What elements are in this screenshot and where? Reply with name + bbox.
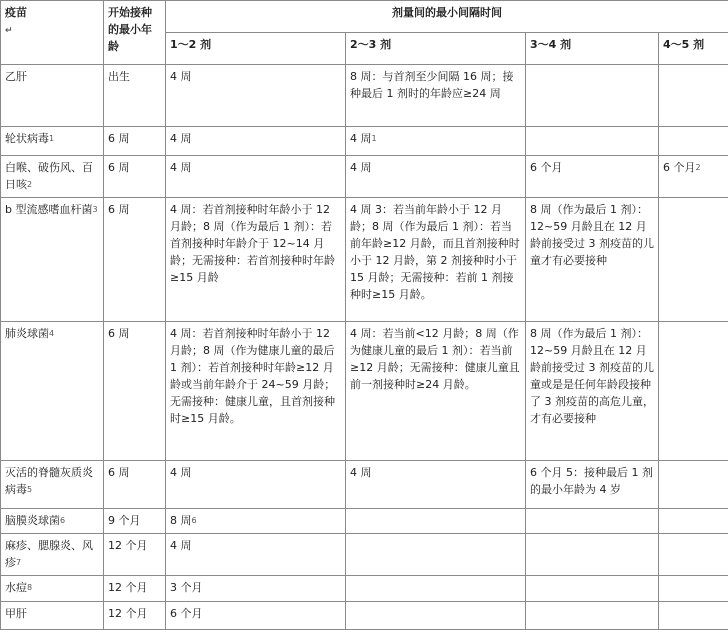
interval-4-5 bbox=[659, 461, 728, 509]
min-age bbox=[104, 198, 166, 322]
interval-1-2 bbox=[166, 65, 346, 127]
header-vaccine bbox=[1, 1, 104, 65]
table-row bbox=[1, 65, 728, 127]
interval-text: 4 周：若首剂接种时年龄小于 12 月龄；8 周（作为最后 1 剂）：若首剂接种时年龄介于 12~14 月龄；无需接种：若首剂接种时年龄≥15 月龄 bbox=[170, 203, 335, 284]
vaccine-name-text: 脑膜炎球菌 bbox=[5, 514, 60, 527]
footnote-mark: 4 bbox=[49, 329, 55, 338]
footnote-mark: 7 bbox=[16, 558, 22, 567]
vaccine-name bbox=[1, 534, 104, 576]
interval-text: 3 个月 bbox=[170, 581, 203, 594]
interval-1-2 bbox=[166, 198, 346, 322]
min-age-text: 12 个月 bbox=[108, 607, 148, 620]
interval-text: 8 周（作为最后 1 剂）：12~59 月龄且在 12 月龄前接受过 3 剂疫苗的儿童才有必要接种 bbox=[530, 203, 654, 267]
header-dose-1-2-label: 1～2 剂 bbox=[170, 38, 212, 51]
vaccine-name bbox=[1, 322, 104, 461]
vaccine-name-text: 乙肝 bbox=[5, 70, 27, 83]
interval-2-3 bbox=[346, 534, 526, 576]
min-age-text: 6 周 bbox=[108, 161, 130, 174]
min-age-text: 6 周 bbox=[108, 327, 130, 340]
table-row bbox=[1, 576, 728, 602]
interval-text: 8 周（作为最后 1 剂）：12~59 月龄且在 12 月龄前接受过 3 剂疫苗的儿童或是是任何年龄段接种了 3 剂疫苗的高危儿童，才有必要接种 bbox=[530, 327, 654, 425]
vaccine-name bbox=[1, 198, 104, 322]
interval-3-4 bbox=[526, 198, 659, 322]
table-row bbox=[1, 509, 728, 534]
min-age-text: 12 个月 bbox=[108, 581, 148, 594]
vaccine-name-text: 甲肝 bbox=[5, 607, 27, 620]
interval-3-4 bbox=[526, 65, 659, 127]
min-age bbox=[104, 156, 166, 198]
interval-text: 4 周 bbox=[170, 466, 192, 479]
interval-4-5 bbox=[659, 127, 728, 156]
interval-1-2 bbox=[166, 509, 346, 534]
interval-4-5 bbox=[659, 65, 728, 127]
interval-1-2 bbox=[166, 576, 346, 602]
interval-4-5 bbox=[659, 534, 728, 576]
interval-1-2 bbox=[166, 461, 346, 509]
header-dose-4-5-label: 4～5 剂 bbox=[663, 38, 705, 51]
vaccine-name-text: 麻疹、腮腺炎、风疹 bbox=[5, 539, 93, 569]
vaccine-name-text: b 型流感嗜血杆菌 bbox=[5, 203, 93, 216]
min-age bbox=[104, 576, 166, 602]
interval-text: 6 个月 bbox=[530, 161, 563, 174]
table-row bbox=[1, 534, 728, 576]
vaccine-name bbox=[1, 576, 104, 602]
footnote-mark: 1 bbox=[371, 134, 377, 143]
interval-text: 6 个月 bbox=[663, 161, 696, 174]
vaccine-name-text: 灭活的脊髓灰质炎病毒 bbox=[5, 466, 93, 496]
min-age-text: 6 周 bbox=[108, 203, 130, 216]
interval-text: 8 周 bbox=[170, 514, 192, 527]
header-dose-3-4-label: 3～4 剂 bbox=[530, 38, 572, 51]
interval-3-4 bbox=[526, 156, 659, 198]
interval-text: 4 周 bbox=[350, 132, 372, 145]
table-row bbox=[1, 602, 728, 630]
min-age bbox=[104, 127, 166, 156]
min-age bbox=[104, 461, 166, 509]
interval-1-2 bbox=[166, 156, 346, 198]
interval-1-2 bbox=[166, 127, 346, 156]
header-min-age bbox=[104, 1, 166, 65]
interval-2-3 bbox=[346, 602, 526, 630]
interval-4-5 bbox=[659, 322, 728, 461]
header-dose-3-4 bbox=[526, 33, 659, 65]
table-row bbox=[1, 198, 728, 322]
vaccine-name-text: 肺炎球菌 bbox=[5, 327, 49, 340]
interval-4-5 bbox=[659, 602, 728, 630]
header-dose-1-2 bbox=[166, 33, 346, 65]
vaccine-name bbox=[1, 156, 104, 198]
interval-1-2 bbox=[166, 534, 346, 576]
header-dose-2-3 bbox=[346, 33, 526, 65]
interval-3-4 bbox=[526, 127, 659, 156]
interval-3-4 bbox=[526, 461, 659, 509]
vaccine-name-text: 水痘 bbox=[5, 581, 27, 594]
interval-text: 6 个月 5：接种最后 1 剂的最小年龄为 4 岁 bbox=[530, 466, 653, 496]
interval-3-4 bbox=[526, 534, 659, 576]
interval-1-2 bbox=[166, 322, 346, 461]
vaccine-name-text: 轮状病毒 bbox=[5, 132, 49, 145]
min-age-text: 出生 bbox=[108, 70, 130, 83]
interval-2-3 bbox=[346, 198, 526, 322]
header-interval-title bbox=[166, 1, 728, 33]
interval-3-4 bbox=[526, 576, 659, 602]
interval-2-3 bbox=[346, 65, 526, 127]
min-age bbox=[104, 534, 166, 576]
vaccine-name bbox=[1, 127, 104, 156]
table-row bbox=[1, 127, 728, 156]
footnote-mark: 6 bbox=[60, 516, 66, 525]
min-age-text: 9 个月 bbox=[108, 514, 141, 527]
interval-text: 4 周 bbox=[170, 539, 192, 552]
interval-text: 6 个月 bbox=[170, 607, 203, 620]
vaccine-name-text: 白喉、破伤风、百日咳 bbox=[5, 161, 93, 191]
footnote-mark: 6 bbox=[191, 516, 197, 525]
interval-2-3 bbox=[346, 461, 526, 509]
table-row bbox=[1, 322, 728, 461]
interval-4-5 bbox=[659, 156, 728, 198]
header-dose-2-3-label: 2～3 剂 bbox=[350, 38, 392, 51]
footnote-mark: 5 bbox=[27, 485, 33, 494]
min-age-text: 12 个月 bbox=[108, 539, 148, 552]
min-age bbox=[104, 65, 166, 127]
table-row bbox=[1, 156, 728, 198]
min-age-text: 6 周 bbox=[108, 466, 130, 479]
interval-text: 4 周：若首剂接种时年龄小于 12 月龄；8 周（作为健康儿童的最后 1 剂）：若首剂接种时年龄≥12 月龄或当前年龄介于 24~59 月龄；无需接种：健康儿童，且首剂接种时≥15 月龄。 bbox=[170, 327, 336, 425]
interval-text: 4 周 bbox=[170, 132, 192, 145]
interval-2-3 bbox=[346, 156, 526, 198]
interval-text: 8 周：与首剂至少间隔 16 周；接种最后 1 剂时的年龄应≥24 周 bbox=[350, 70, 514, 100]
interval-3-4 bbox=[526, 322, 659, 461]
min-age bbox=[104, 322, 166, 461]
footnote-mark: 8 bbox=[27, 583, 33, 592]
min-age bbox=[104, 602, 166, 630]
header-row-1 bbox=[1, 1, 728, 33]
footnote-mark: 2 bbox=[695, 163, 701, 172]
vaccine-name bbox=[1, 461, 104, 509]
vaccine-name bbox=[1, 509, 104, 534]
header-min-age-label: 开始接种的最小年龄 bbox=[108, 6, 152, 53]
footnote-mark: 3 bbox=[92, 205, 98, 214]
interval-2-3 bbox=[346, 576, 526, 602]
footnote-mark: 1 bbox=[49, 134, 55, 143]
interval-text: 4 周 bbox=[350, 161, 372, 174]
interval-text: 4 周 bbox=[350, 466, 372, 479]
header-interval-title-label: 剂量间的最小间隔时间 bbox=[392, 6, 502, 19]
header-vaccine-label: 疫苗 bbox=[5, 6, 27, 19]
interval-text: 4 周 bbox=[170, 161, 192, 174]
paragraph-mark: ↵ bbox=[5, 26, 13, 36]
interval-text: 4 周：若当前<12 月龄；8 周（作为健康儿童的最后 1 剂）：若当前≥12 月龄；无需接种：健康儿童且前一剂接种时≥24 月龄。 bbox=[350, 327, 520, 391]
interval-text: 4 周 3：若当前年龄小于 12 月龄；8 周（作为最后 1 剂）：若当前年龄≥12 月龄，而且首剂接种时小于 12 月龄，第 2 剂接种时小于 15 月龄；无需接种：若前 1 剂接种时≥15 月龄。 bbox=[350, 203, 520, 301]
interval-2-3 bbox=[346, 322, 526, 461]
interval-3-4 bbox=[526, 602, 659, 630]
interval-1-2 bbox=[166, 602, 346, 630]
min-age-text: 6 周 bbox=[108, 132, 130, 145]
interval-4-5 bbox=[659, 198, 728, 322]
vaccine-name bbox=[1, 602, 104, 630]
interval-4-5 bbox=[659, 509, 728, 534]
table-row bbox=[1, 461, 728, 509]
min-age bbox=[104, 509, 166, 534]
vaccine-name bbox=[1, 65, 104, 127]
interval-4-5 bbox=[659, 576, 728, 602]
interval-2-3 bbox=[346, 509, 526, 534]
interval-3-4 bbox=[526, 509, 659, 534]
interval-text: 4 周 bbox=[170, 70, 192, 83]
interval-2-3 bbox=[346, 127, 526, 156]
header-dose-4-5 bbox=[659, 33, 728, 65]
footnote-mark: 2 bbox=[27, 180, 33, 189]
